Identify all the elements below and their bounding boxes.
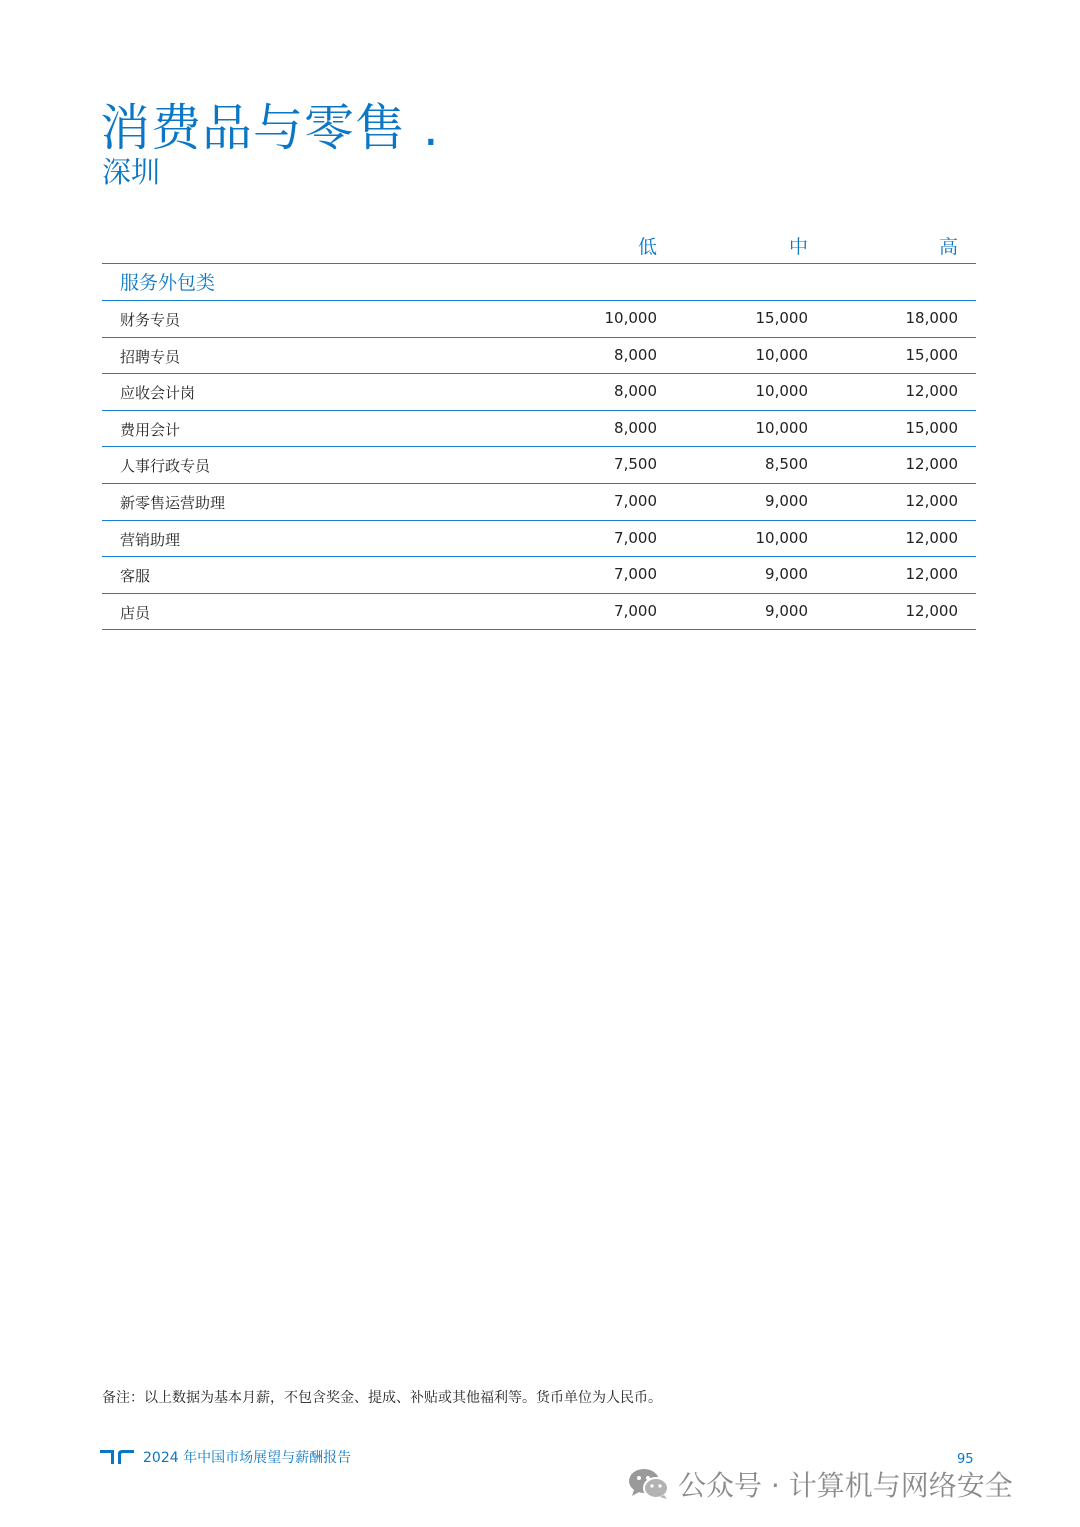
table-row xyxy=(102,411,976,448)
table-row xyxy=(102,594,976,631)
job-title: 人事行政专员 xyxy=(120,457,211,476)
watermark xyxy=(628,1466,1013,1502)
job-title: 新零售运营助理 xyxy=(120,493,226,512)
salary-low: 7,000 xyxy=(614,565,657,584)
table-row xyxy=(102,447,976,484)
salary-high: 12,000 xyxy=(905,455,958,474)
salary-high: 12,000 xyxy=(905,565,958,584)
salary-mid: 10,000 xyxy=(755,528,808,547)
salary-mid: 9,000 xyxy=(765,565,808,584)
report-logo xyxy=(100,1448,134,1466)
job-title: 店员 xyxy=(120,603,151,622)
salary-high: 12,000 xyxy=(905,491,958,510)
footnote: 备注：以上数据为基本月薪，不包含奖金、提成、补贴或其他福利等。货币单位为人民币。 xyxy=(102,1390,662,1406)
salary-high: 12,000 xyxy=(905,382,958,401)
salary-table xyxy=(102,226,976,630)
header-low: 低 xyxy=(637,236,657,258)
salary-low: 10,000 xyxy=(604,309,657,327)
salary-mid: 10,000 xyxy=(755,418,808,437)
salary-high: 12,000 xyxy=(905,601,958,620)
header-mid: 中 xyxy=(788,236,808,258)
category-row: 服务外包类 xyxy=(102,264,976,301)
job-title: 应收会计岗 xyxy=(120,384,196,403)
table-row xyxy=(102,374,976,411)
page-subtitle: 深圳 xyxy=(102,155,161,189)
salary-mid: 10,000 xyxy=(755,382,808,401)
salary-mid: 15,000 xyxy=(755,309,808,327)
table-row xyxy=(102,484,976,521)
salary-low: 8,000 xyxy=(614,345,657,364)
salary-mid: 9,000 xyxy=(765,491,808,510)
salary-high: 15,000 xyxy=(905,418,958,437)
salary-high: 15,000 xyxy=(905,345,958,364)
salary-high: 18,000 xyxy=(905,309,958,327)
watermark-text: 公众号 · 计算机与网络安全 xyxy=(678,1469,1013,1502)
page-title: 消费品与零售 . xyxy=(100,99,440,157)
table-body xyxy=(102,301,976,630)
salary-mid: 9,000 xyxy=(765,601,808,620)
job-title: 营销助理 xyxy=(120,530,181,549)
footer-report-title: 2024 年中国市场展望与薪酬报告 xyxy=(143,1450,352,1466)
salary-high: 12,000 xyxy=(905,528,958,547)
salary-low: 7,500 xyxy=(614,455,657,474)
job-title: 费用会计 xyxy=(120,420,181,439)
header-high: 高 xyxy=(938,236,958,258)
job-title: 客服 xyxy=(120,567,151,586)
salary-mid: 8,500 xyxy=(765,455,808,474)
salary-mid: 10,000 xyxy=(755,345,808,364)
salary-low: 8,000 xyxy=(614,418,657,437)
table-row xyxy=(102,301,976,338)
table-row xyxy=(102,557,976,594)
table-row xyxy=(102,338,976,375)
salary-low: 7,000 xyxy=(614,491,657,510)
table-header xyxy=(102,226,976,264)
salary-low: 7,000 xyxy=(614,601,657,620)
wechat-icon xyxy=(628,1468,670,1500)
salary-low: 7,000 xyxy=(614,528,657,547)
salary-low: 8,000 xyxy=(614,382,657,401)
page-number: 95 xyxy=(957,1452,974,1467)
table-row xyxy=(102,521,976,558)
job-title: 招聘专员 xyxy=(120,347,181,366)
job-title: 财务专员 xyxy=(120,311,181,329)
